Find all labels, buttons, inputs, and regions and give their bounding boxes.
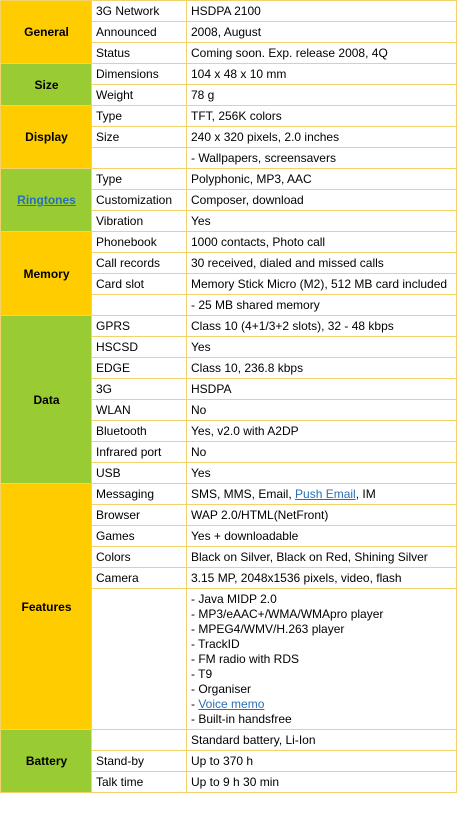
label-card-slot: Card slot — [92, 274, 187, 295]
size-row-dimensions — [1, 64, 457, 85]
value-bluetooth: Yes, v2.0 with A2DP — [187, 421, 457, 442]
value-weight: 78 g — [187, 85, 457, 106]
value-colors: Black on Silver, Black on Red, Shining Silver — [187, 547, 457, 568]
value-messaging — [187, 484, 457, 505]
label-infrared: Infrared port — [92, 442, 187, 463]
messaging-text-before: SMS, MMS, Email, — [191, 487, 296, 501]
category-features: Features — [1, 484, 92, 730]
feature-item: - TrackID — [191, 636, 240, 651]
label-ringtone-type: Type — [92, 169, 187, 190]
value-standby: Up to 370 h — [187, 751, 457, 772]
value-call-records: 30 received, dialed and missed calls — [187, 253, 457, 274]
category-general: General — [1, 1, 92, 64]
label-messaging: Messaging — [92, 484, 187, 505]
value-phonebook: 1000 contacts, Photo call — [187, 232, 457, 253]
category-data: Data — [1, 316, 92, 484]
label-display-type: Type — [92, 106, 187, 127]
category-display: Display — [1, 106, 92, 169]
category-memory: Memory — [1, 232, 92, 316]
voice-memo-link[interactable]: Voice memo — [198, 696, 265, 711]
label-call-records: Call records — [92, 253, 187, 274]
label-usb: USB — [92, 463, 187, 484]
label-gprs: GPRS — [92, 316, 187, 337]
label-3g: 3G — [92, 379, 187, 400]
value-display-type: TFT, 256K colors — [187, 106, 457, 127]
feature-item: - T9 — [191, 666, 213, 681]
value-hscsd: Yes — [187, 337, 457, 358]
category-size: Size — [1, 64, 92, 106]
value-battery-type: Standard battery, Li-Ion — [187, 730, 457, 751]
value-status: Coming soon. Exp. release 2008, 4Q — [187, 43, 457, 64]
features-row-messaging — [1, 484, 457, 505]
label-bluetooth: Bluetooth — [92, 421, 187, 442]
value-announced: 2008, August — [187, 22, 457, 43]
label-standby: Stand-by — [92, 751, 187, 772]
display-row-type — [1, 106, 457, 127]
messaging-text-after: , IM — [355, 487, 376, 501]
label-dimensions: Dimensions — [92, 64, 187, 85]
feature-item-voice-memo — [191, 697, 453, 712]
label-wlan: WLAN — [92, 400, 187, 421]
value-games: Yes + downloadable — [187, 526, 457, 547]
value-3g-network: HSDPA 2100 — [187, 1, 457, 22]
value-memory-extra: - 25 MB shared memory — [187, 295, 457, 316]
data-row-gprs — [1, 316, 457, 337]
label-customization: Customization — [92, 190, 187, 211]
value-vibration: Yes — [187, 211, 457, 232]
value-features-list — [187, 589, 457, 730]
label-phonebook: Phonebook — [92, 232, 187, 253]
value-infrared: No — [187, 442, 457, 463]
feature-item: - Organiser — [191, 681, 252, 696]
label-browser: Browser — [92, 505, 187, 526]
general-row-network — [1, 1, 457, 22]
value-browser: WAP 2.0/HTML(NetFront) — [187, 505, 457, 526]
label-announced: Announced — [92, 22, 187, 43]
ringtones-row-type — [1, 169, 457, 190]
category-battery: Battery — [1, 730, 92, 793]
memory-row-phonebook — [1, 232, 457, 253]
feature-item: - Java MIDP 2.0 — [191, 591, 277, 606]
feature-item: - Built-in handsfree — [191, 711, 292, 726]
label-3g-network: 3G Network — [92, 1, 187, 22]
label-memory-extra — [92, 295, 187, 316]
value-display-extra: - Wallpapers, screensavers — [187, 148, 457, 169]
label-edge: EDGE — [92, 358, 187, 379]
label-features-list — [92, 589, 187, 730]
category-ringtones — [1, 169, 92, 232]
value-wlan: No — [187, 400, 457, 421]
value-card-slot: Memory Stick Micro (M2), 512 MB card included — [187, 274, 457, 295]
value-3g: HSDPA — [187, 379, 457, 400]
ringtones-link[interactable]: Ringtones — [17, 193, 76, 207]
value-customization: Composer, download — [187, 190, 457, 211]
label-colors: Colors — [92, 547, 187, 568]
label-display-size: Size — [92, 127, 187, 148]
value-gprs: Class 10 (4+1/3+2 slots), 32 - 48 kbps — [187, 316, 457, 337]
push-email-link[interactable]: Push Email — [295, 487, 356, 501]
label-battery-type — [92, 730, 187, 751]
feature-item: - FM radio with RDS — [191, 651, 300, 666]
label-camera: Camera — [92, 568, 187, 589]
value-ringtone-type: Polyphonic, MP3, AAC — [187, 169, 457, 190]
label-display-extra — [92, 148, 187, 169]
feature-item: - MPEG4/WMV/H.263 player — [191, 621, 345, 636]
value-talk-time: Up to 9 h 30 min — [187, 772, 457, 793]
label-vibration: Vibration — [92, 211, 187, 232]
label-games: Games — [92, 526, 187, 547]
label-weight: Weight — [92, 85, 187, 106]
value-edge: Class 10, 236.8 kbps — [187, 358, 457, 379]
label-status: Status — [92, 43, 187, 64]
value-camera: 3.15 MP, 2048x1536 pixels, video, flash — [187, 568, 457, 589]
value-display-size: 240 x 320 pixels, 2.0 inches — [187, 127, 457, 148]
voice-memo-prefix: - — [191, 696, 199, 711]
value-usb: Yes — [187, 463, 457, 484]
label-hscsd: HSCSD — [92, 337, 187, 358]
label-talk-time: Talk time — [92, 772, 187, 793]
value-dimensions: 104 x 48 x 10 mm — [187, 64, 457, 85]
battery-row-type — [1, 730, 457, 751]
feature-item: - MP3/eAAC+/WMA/WMApro player — [191, 606, 384, 621]
